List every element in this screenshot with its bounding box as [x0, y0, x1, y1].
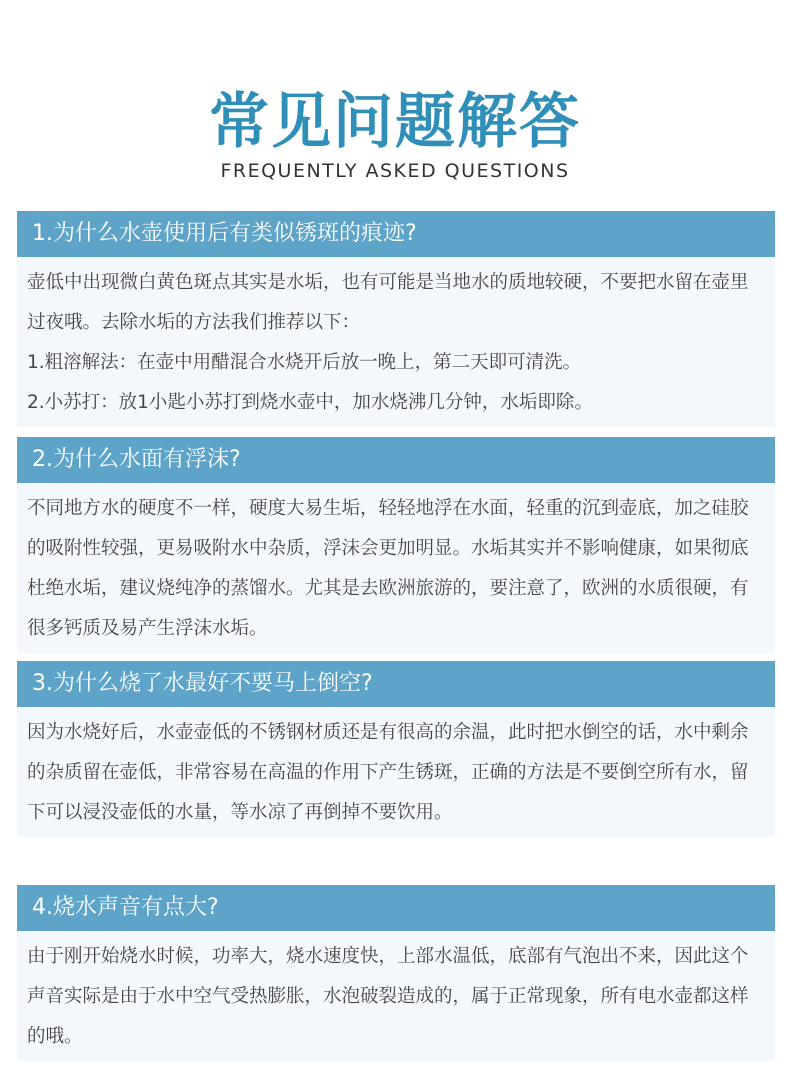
faq-answer-1 [17, 257, 775, 427]
page-title: 常见问题解答 [209, 87, 581, 157]
faq-question-1: 1.为什么水壶使用后有类似锈斑的痕迹? [17, 211, 775, 257]
faq-question-4: 4.烧水声音有点大? [17, 885, 775, 931]
answer-paragraph: 因为水烧好后，水壶壶低的不锈钢材质还是有很高的余温，此时把水倒空的话，水中剩余的杂质留在壶低，非常容易在高温的作用下产生锈斑，正确的方法是不要倒空所有水，留下可以浸没壶低的水量，等水凉了再倒掉不要饮用。 [27, 722, 749, 823]
faq-item-4 [17, 885, 775, 1061]
faq-answer-3 [17, 707, 775, 837]
faq-answer-2 [17, 483, 775, 653]
faq-answer-4 [17, 931, 775, 1061]
faq-item-2 [17, 437, 775, 653]
faq-question-3: 3.为什么烧了水最好不要马上倒空? [17, 661, 775, 707]
page-subtitle: FREQUENTLY ASKED QUESTIONS [220, 160, 570, 182]
answer-paragraph: 1.粗溶解法：在壶中用醋混合水烧开后放一晚上，第二天即可清洗。 [27, 352, 582, 373]
faq-question-2: 2.为什么水面有浮沫? [17, 437, 775, 483]
faq-item-3 [17, 661, 775, 837]
faq-item-1 [17, 211, 775, 427]
answer-paragraph: 不同地方水的硬度不一样，硬度大易生垢，轻轻地浮在水面，轻重的沉到壶底，加之硅胶的吸附性较强，更易吸附水中杂质，浮沫会更加明显。水垢其实并不影响健康，如果彻底杜绝水垢，建议烧纯净的蒸馏水。尤其是去欧洲旅游的，要注意了，欧洲的水质很硬，有很多钙质及易产生浮沫水垢。 [27, 498, 749, 639]
answer-paragraph: 壶低中出现微白黄色斑点其实是水垢，也有可能是当地水的质地较硬，不要把水留在壶里过夜哦。去除水垢的方法我们推荐以下： [27, 272, 749, 333]
answer-paragraph: 2.小苏打：放1小匙小苏打到烧水壶中，加水烧沸几分钟，水垢即除。 [27, 392, 593, 413]
answer-paragraph: 由于刚开始烧水时候，功率大，烧水速度快，上部水温低，底部有气泡出不来，因此这个声音实际是由于水中空气受热膨胀，水泡破裂造成的，属于正常现象，所有电水壶都这样的哦。 [27, 946, 749, 1047]
